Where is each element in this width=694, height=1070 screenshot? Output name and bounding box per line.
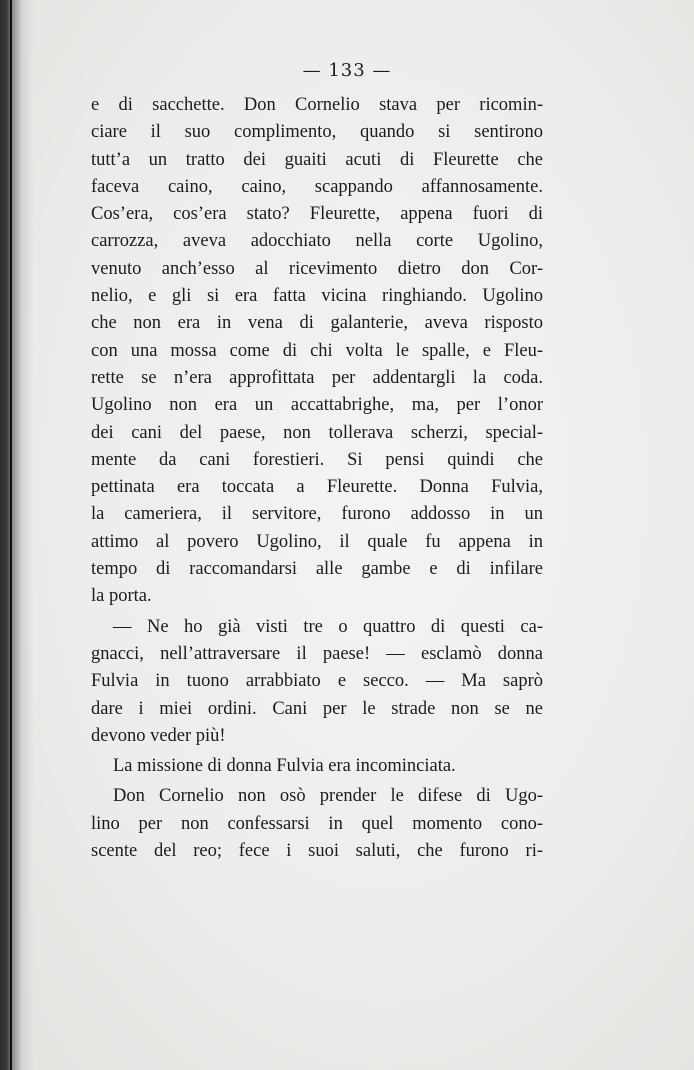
text-line: scente del reo; fece i suoi saluti, che furono ri- (91, 841, 543, 862)
text-line: — Ne ho già visti tre o quattro di questi ca- (113, 616, 543, 637)
text-line: carrozza, aveva adocchiato nella corte Ugolino, (91, 231, 543, 252)
text-line: gnacci, nell’attraversare il paese! — esclamò donna (91, 643, 543, 664)
text-line: tempo di raccomandarsi alle gambe e di infilare (91, 559, 543, 580)
text-line: che non era in vena di galanterie, aveva risposto (91, 313, 543, 334)
text-line: lino per non confessarsi in quel momento cono- (91, 813, 543, 834)
text-line: la porta. (91, 586, 152, 607)
text-line: pettinata era toccata a Fleurette. Donna Fulvia, (91, 477, 543, 498)
text-line: con una mossa come di chi volta le spalle, e Fleu- (91, 340, 543, 361)
text-line: ciare il suo complimento, quando si sentirono (91, 122, 543, 143)
binding-edge (10, 0, 12, 1070)
text-line: Cos’era, cos’era stato? Fleurette, appena fuori di (91, 204, 543, 225)
page-number: — 133 — (302, 60, 392, 81)
text-line: nelio, e gli si era fatta vicina ringhiando. Ugolino (91, 286, 543, 307)
book-spine-shadow (0, 0, 34, 1070)
text-line: dei cani del paese, non tollerava scherzi, special- (91, 422, 543, 443)
text-line: tutt’a un tratto dei guaiti acuti di Fleurette che (91, 149, 543, 170)
text-line: Ugolino non era un accattabrighe, ma, per l’onor (91, 395, 543, 416)
text-line: Fulvia in tuono arrabbiato e secco. — Ma saprò (91, 671, 543, 692)
text-line: la cameriera, il servitore, furono addosso in un (91, 504, 543, 525)
text-line: venuto anch’esso al ricevimento dietro don Cor- (91, 258, 543, 279)
text-line: devono veder più! (91, 725, 226, 746)
text-line: e di sacchette. Don Cornelio stava per ricomin- (91, 95, 543, 115)
text-line: attimo al povero Ugolino, il quale fu appena in (91, 531, 543, 552)
text-line: Don Cornelio non osò prender le difese di Ugo- (113, 786, 543, 807)
page-body (91, 92, 543, 865)
text-line: La missione di donna Fulvia era incominciata. (113, 756, 456, 777)
text-line: faceva caino, caino, scappando affannosamente. (91, 176, 543, 197)
text-line: rette se n’era approfittata per addentargli la coda. (91, 367, 543, 388)
text-line: dare i miei ordini. Cani per le strade non se ne (91, 698, 543, 719)
text-line: mente da cani forestieri. Si pensi quindi che (91, 449, 543, 470)
